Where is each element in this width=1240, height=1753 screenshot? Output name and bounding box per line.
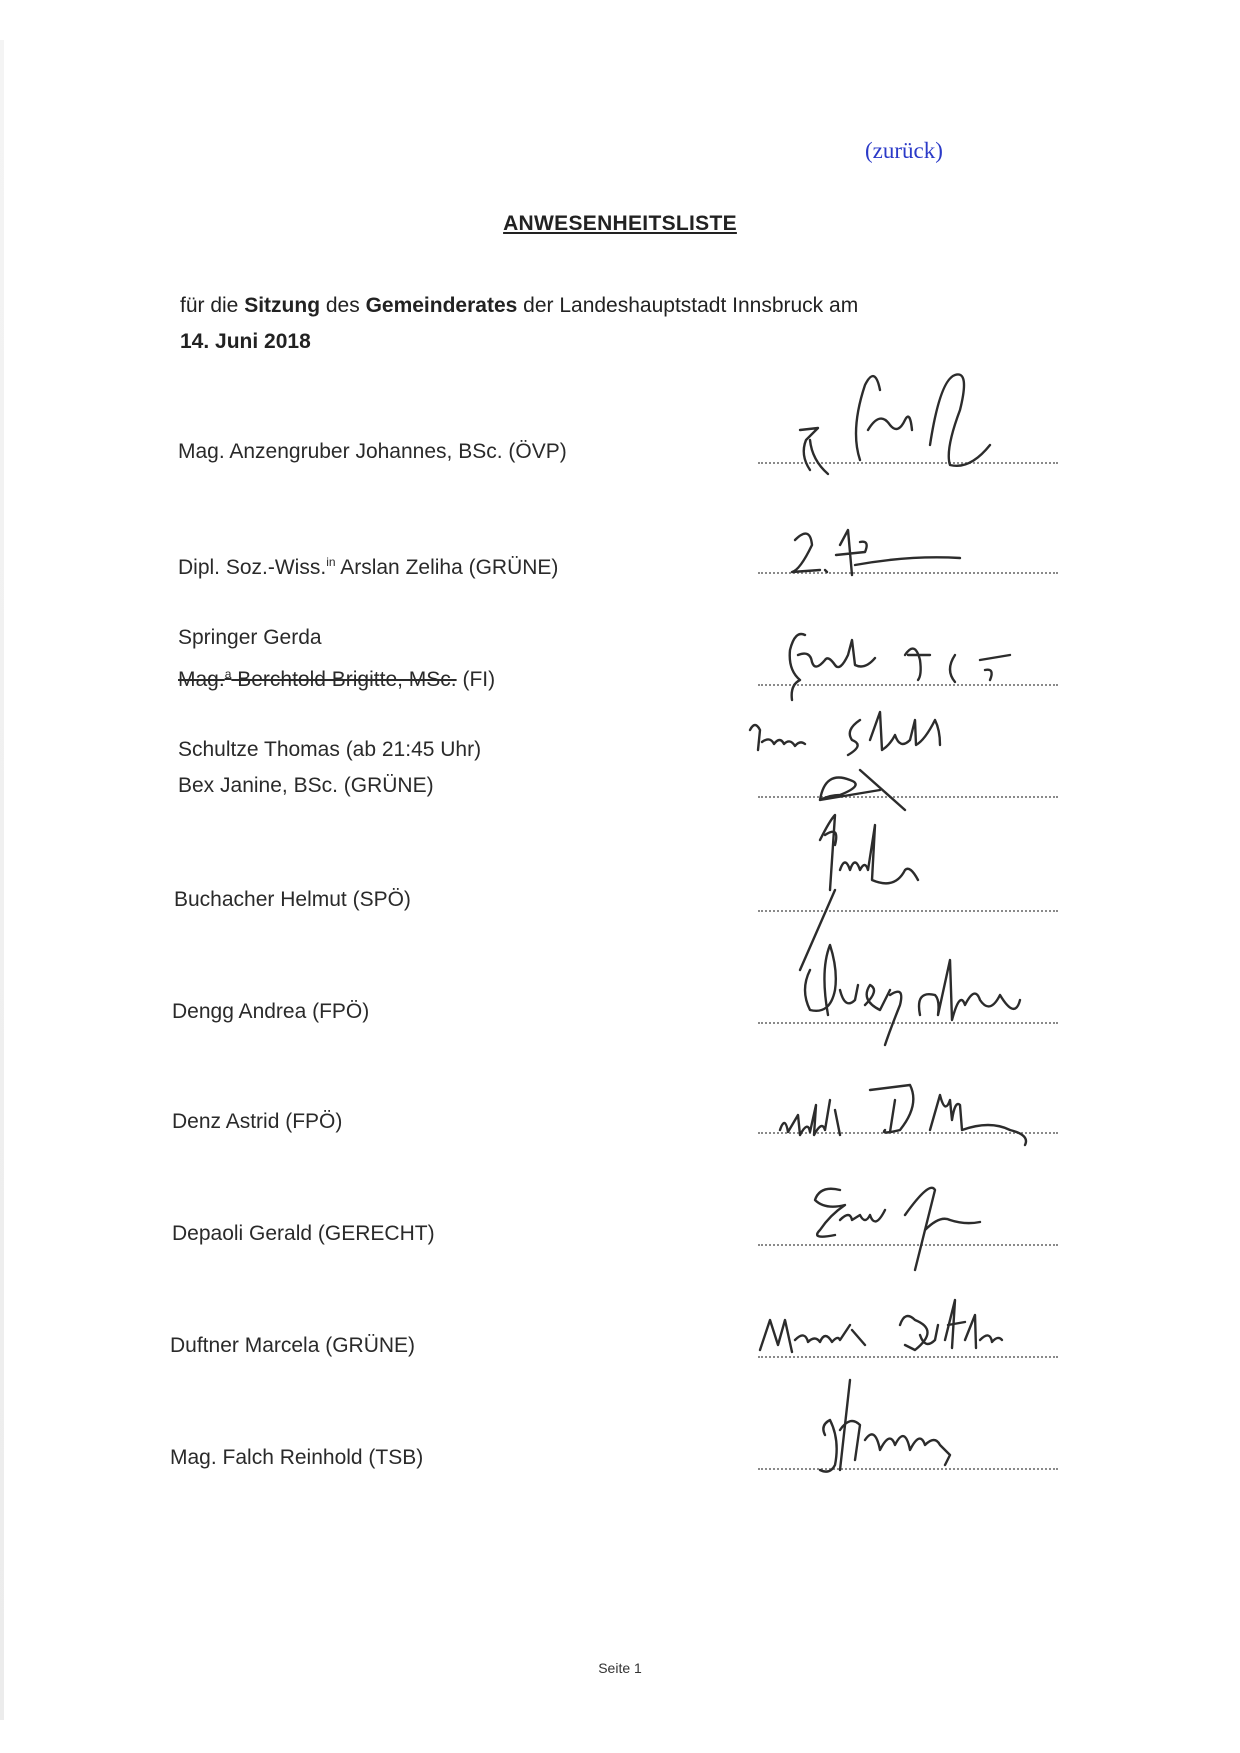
member-name: Denz Astrid (FPÖ)	[172, 1110, 343, 1133]
member-name: Buchacher Helmut (SPÖ)	[174, 888, 411, 911]
signature-image	[740, 1270, 1110, 1380]
document-title: ANWESENHEITSLISTE	[503, 212, 737, 235]
member-name: Dengg Andrea (FPÖ)	[172, 1000, 370, 1023]
intro-part2: des	[320, 294, 366, 317]
member-title: Dipl. Soz.-Wiss.	[178, 556, 327, 579]
struck-title-sup: a	[224, 667, 232, 681]
member-name: Mag. Falch Reinhold (TSB)	[170, 1446, 424, 1469]
page-footer: Seite 1	[598, 1660, 642, 1676]
member-name-rest: Arslan Zeliha (GRÜNE)	[335, 556, 559, 579]
intro-part1: für die	[180, 294, 245, 317]
member-party: (FI)	[456, 668, 496, 691]
member-name: Depaoli Gerald (GERECHT)	[172, 1222, 435, 1245]
signature-image	[740, 370, 1110, 480]
intro-text	[180, 288, 1080, 360]
member-title-sup: in	[326, 555, 336, 569]
intro-part3: der Landeshauptstadt Innsbruck am	[517, 294, 859, 317]
member-former	[178, 656, 495, 698]
signature-image	[740, 1160, 1110, 1270]
signature-image	[740, 930, 1110, 1040]
signature-image	[740, 500, 1110, 610]
member-name: Duftner Marcela (GRÜNE)	[170, 1334, 416, 1357]
back-link[interactable]: (zurück)	[865, 138, 943, 163]
member-name: Schultze Thomas (ab 21:45 Uhr)	[178, 738, 482, 761]
signature-image	[740, 810, 1110, 920]
struck-name	[178, 668, 457, 691]
scan-edge	[0, 40, 4, 1720]
struck-title: Mag.	[178, 668, 225, 691]
member-name	[178, 544, 558, 586]
signature-image	[740, 1370, 1110, 1480]
signature-image	[740, 700, 1110, 810]
intro-bold-sitzung: Sitzung	[244, 294, 321, 317]
member-name: Springer Gerda	[178, 626, 322, 649]
member-name: Mag. Anzengruber Johannes, BSc. (ÖVP)	[178, 440, 567, 463]
signature-image	[740, 1060, 1110, 1170]
struck-name-rest: Berchtold Brigitte, MSc.	[231, 668, 457, 691]
meeting-date: 14. Juni 2018	[180, 330, 311, 353]
member-name: Bex Janine, BSc. (GRÜNE)	[178, 774, 434, 797]
intro-bold-gemeinderat: Gemeinderates	[365, 294, 518, 317]
